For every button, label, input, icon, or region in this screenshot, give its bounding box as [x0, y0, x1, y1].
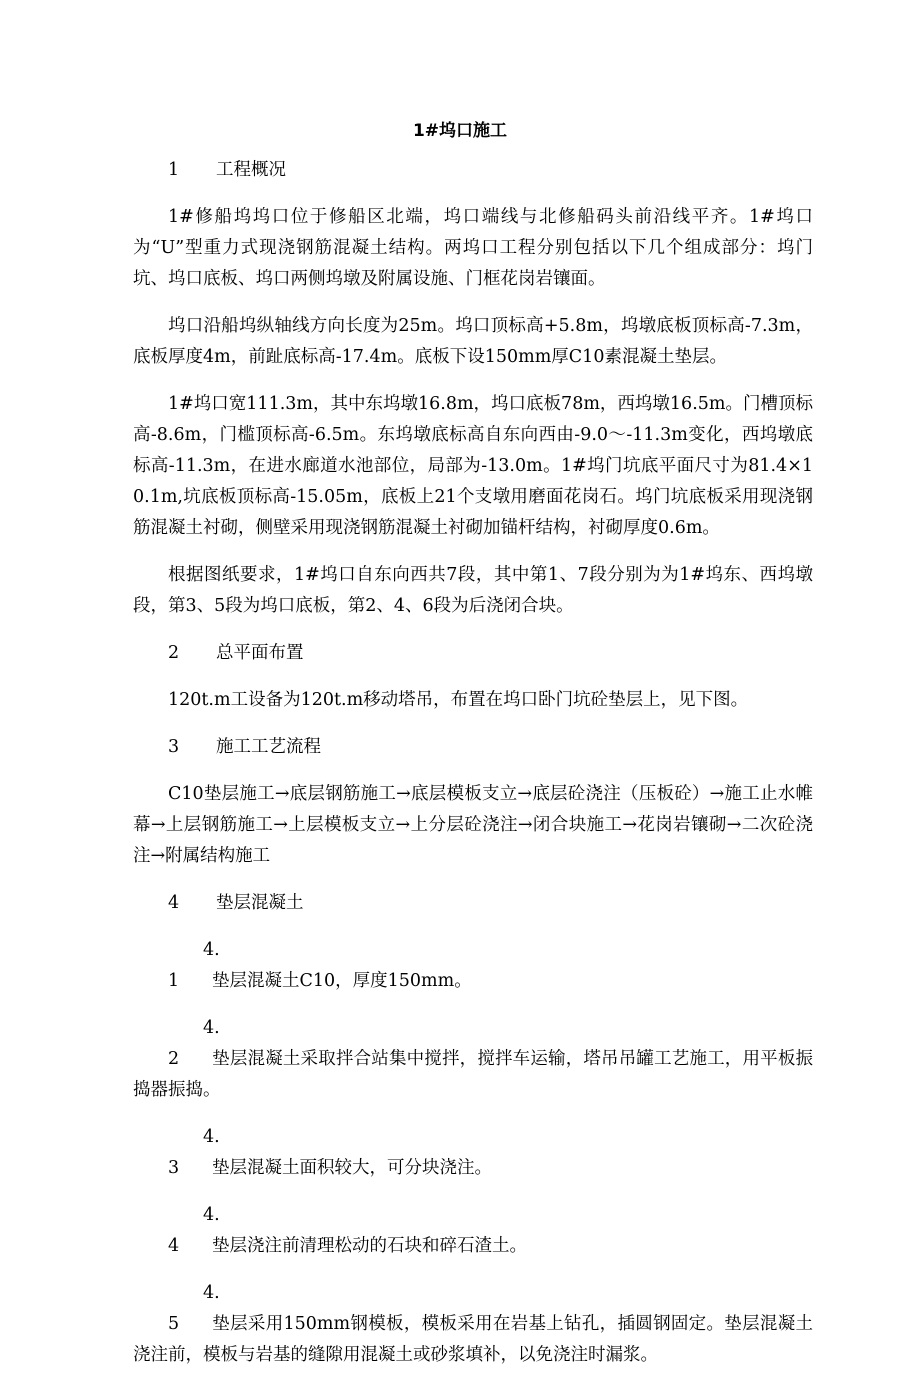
section-heading-3: [133, 732, 813, 763]
subsection-text: 垫层混凝土采取拌合站集中搅拌，搅拌车运输，塔吊吊罐工艺施工，用平板振捣器振捣。: [133, 1049, 813, 1100]
subsection-item: [133, 1013, 813, 1106]
subsection-number: 4.1: [168, 940, 220, 991]
paragraph: 1#坞口宽111.3m，其中东坞墩16.8m，坞口底板78m，西坞墩16.5m。门槽顶标高-8.6m，门槛顶标高-6.5m。东坞墩底标高自东向西由-9.0～-11.3m变化，西坞墩底标高-11.3m，在进水廊道水池部位，局部为-13.0m。1#坞门坑底平面尺寸为81.4×10.1m,坑底板顶标高-15.05m，底板上21个支墩用磨面花岗石。坞门坑底板采用现浇钢筋混凝土衬砌，侧壁采用现浇钢筋混凝土衬砌加锚杆结构，衬砌厚度0.6m。: [133, 394, 813, 538]
subsection-number: 4.5: [168, 1283, 220, 1334]
paragraph: 坞口沿船坞纵轴线方向长度为25m。坞口顶标高+5.8m，坞墩底板顶标高-7.3m，底板厚度4m，前趾底标高-17.4m。底板下设150mm厚C10素混凝土垫层。: [133, 316, 813, 367]
page-title: 1#坞口施工: [412, 121, 508, 141]
subsection-number: 4.2: [168, 1018, 220, 1069]
paragraph: 1#修船坞坞口位于修船区北端，坞口端线与北修船码头前沿线平齐。1#坞口为“U”型重力式现浇钢筋混凝土结构。两坞口工程分别包括以下几个组成部分：坞门坑、坞口底板、坞口两侧坞墩及附属设施、门框花岗岩镶面。: [133, 207, 813, 289]
subsection-number: 4.3: [168, 1127, 220, 1178]
subsection-text: 垫层采用150mm钢模板，模板采用在岩基上钻孔，插圆钢固定。垫层混凝土浇注前，模板与岩基的缝隙用混凝土或砂浆填补，以免浇注时漏浆。: [133, 1314, 813, 1365]
section-title: 总平面布置: [216, 643, 304, 663]
subsection-text: 垫层浇注前清理松动的石块和碎石渣土。: [212, 1236, 527, 1256]
section-number: 3: [168, 737, 180, 757]
section-title: 工程概况: [216, 160, 286, 180]
section-heading-4: [133, 888, 813, 919]
subsection-text: 垫层混凝土C10，厚度150mm。: [212, 971, 472, 991]
paragraph: 120t.m工设备为120t.m移动塔吊，布置在坞口卧门坑砼垫层上，见下图。: [168, 690, 749, 710]
subsection-item: [133, 935, 813, 997]
subsection-item: [133, 1278, 813, 1371]
section-number: 4: [168, 893, 180, 913]
paragraph: 根据图纸要求，1#坞口自东向西共7段，其中第1、7段分别为为1#坞东、西坞墩段，第3、5段为坞口底板，第2、4、6段为后浇闭合块。: [133, 565, 813, 616]
section-number: 2: [168, 643, 180, 663]
section-title: 垫层混凝土: [216, 893, 304, 913]
section-heading-1: [133, 155, 813, 186]
section-heading-2: [133, 638, 813, 669]
subsection-text: 垫层混凝土面积较大，可分块浇注。: [212, 1158, 492, 1178]
subsection-item: [133, 1200, 813, 1262]
paragraph: C10垫层施工→底层钢筋施工→底层模板支立→底层砼浇注（压板砼）→施工止水帷幕→上层钢筋施工→上层模板支立→上分层砼浇注→闭合块施工→花岗岩镶砌→二次砼浇注→附属结构施工: [133, 784, 813, 866]
subsection-item: [133, 1122, 813, 1184]
document-body: [133, 155, 813, 1387]
subsection-number: 4.4: [168, 1205, 220, 1256]
section-number: 1: [168, 160, 180, 180]
section-title: 施工工艺流程: [216, 737, 321, 757]
